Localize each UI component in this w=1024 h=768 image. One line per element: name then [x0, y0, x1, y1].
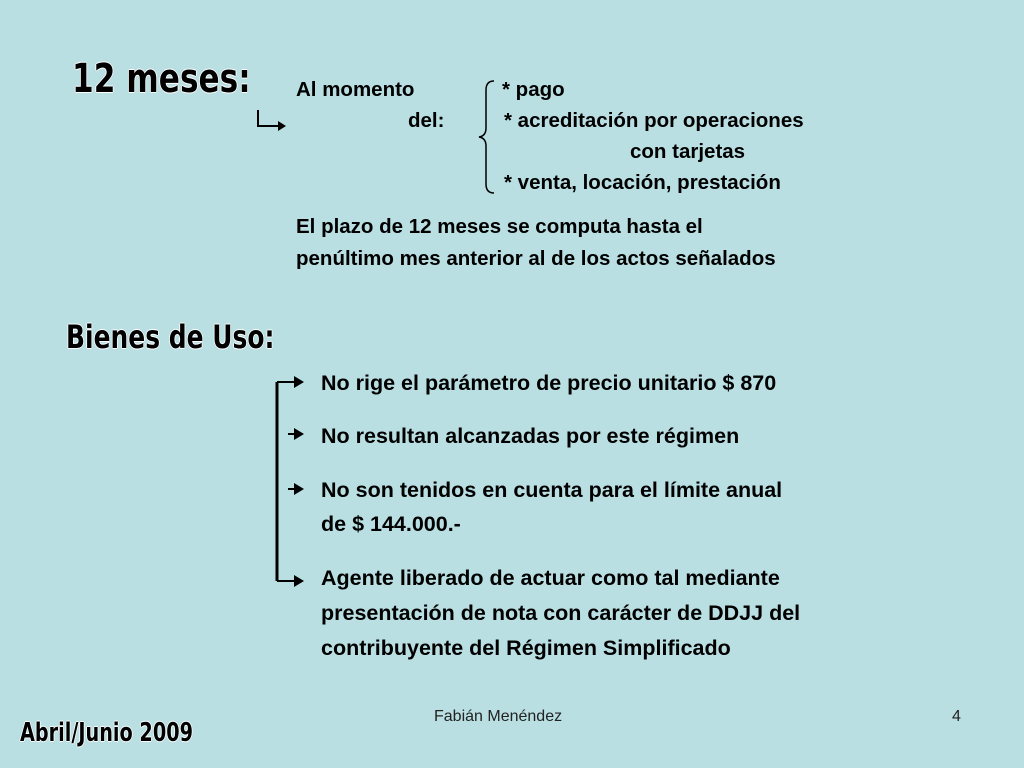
bullet-precio-unitario: No rige el parámetro de precio unitario $ 870: [321, 371, 777, 395]
note-line1: El plazo de 12 meses se computa hasta el: [296, 215, 703, 238]
bullet-limite-anual-cont: de $ 144.000.-: [321, 512, 461, 536]
date-label: Abril/Junio 2009: [20, 718, 193, 748]
section-title-12-meses: 12 meses:: [72, 56, 251, 102]
bullet-agente-liberado-cont2: contribuyente del Régimen Simplificado: [321, 636, 731, 660]
lead-text-line2: del:: [408, 109, 445, 132]
section-title-bienes-de-uso: Bienes de Uso:: [66, 318, 275, 356]
return-arrow-icon: [252, 108, 292, 134]
note-line2: penúltimo mes anterior al de los actos señalados: [296, 247, 776, 270]
bracket-arrows-icon: [268, 370, 320, 590]
bullet-agente-liberado-cont1: presentación de nota con carácter de DDJJ del: [321, 601, 801, 625]
item-pago: * pago: [502, 78, 565, 101]
item-acreditacion: * acreditación por operaciones: [504, 109, 804, 132]
bullet-limite-anual: No son tenidos en cuenta para el límite anual: [321, 478, 783, 502]
page-number: 4: [952, 708, 961, 725]
item-venta: * venta, locación, prestación: [504, 171, 781, 194]
curly-brace-icon: [476, 78, 498, 198]
footer-author: Fabián Menéndez: [434, 708, 563, 725]
bullet-no-alcanzadas: No resultan alcanzadas por este régimen: [321, 424, 740, 448]
lead-text-line1: Al momento: [296, 78, 415, 101]
item-acreditacion-cont: con tarjetas: [630, 140, 746, 163]
bullet-agente-liberado: Agente liberado de actuar como tal mediante: [321, 566, 780, 590]
